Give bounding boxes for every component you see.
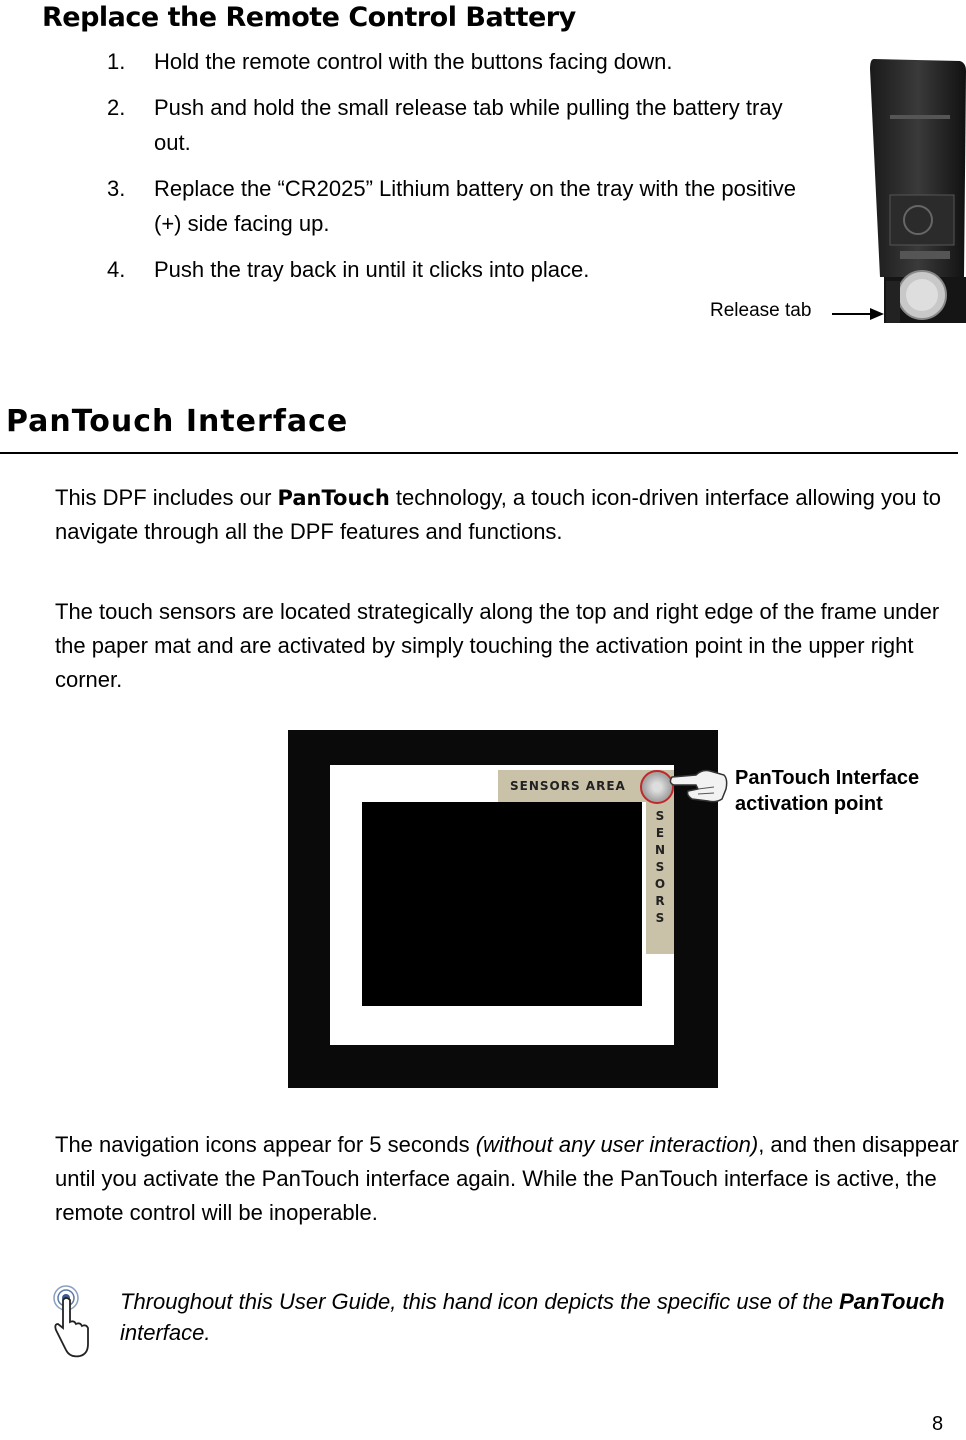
pantouch-note <box>120 1286 960 1348</box>
sensor-letter: E <box>655 826 665 840</box>
nav-italic: (without any user interaction) <box>475 1132 759 1157</box>
sensor-letter: S <box>655 860 665 874</box>
step-text: Hold the remote control with the buttons facing down. <box>154 49 673 74</box>
pantouch-brand: PanTouch <box>277 486 390 510</box>
sensors-vertical-strip <box>646 802 674 954</box>
page-number: 8 <box>932 1413 944 1435</box>
sensor-letter: R <box>655 894 665 908</box>
navigation-paragraph <box>55 1128 960 1230</box>
activation-label-line: PanTouch Interface <box>735 767 920 789</box>
step-text: Replace the “CR2025” Lithium battery on the tray with the positive (+) side facing up. <box>154 176 796 236</box>
section-title-pantouch: PanTouch Interface <box>6 404 349 439</box>
sensors-area-label: SENSORS AREA <box>498 770 674 802</box>
section-divider <box>0 452 958 454</box>
pointing-hand-icon <box>668 765 728 805</box>
nav-text: The navigation icons appear for 5 seconds <box>55 1132 476 1157</box>
release-tab-arrow <box>830 304 886 324</box>
intro-paragraph <box>55 481 945 549</box>
note-text-cont: interface. <box>120 1320 211 1345</box>
step-number: 4. <box>107 257 126 282</box>
section-title-battery: Replace the Remote Control Battery <box>42 2 576 33</box>
activation-point-label <box>735 765 955 817</box>
frame-illustration <box>288 730 718 1088</box>
sensor-letter: O <box>654 877 666 891</box>
pantouch-hand-icon <box>52 1284 92 1360</box>
sensor-letter: S <box>655 911 665 925</box>
step-text: Push the tray back in until it clicks into place. <box>154 257 590 282</box>
step-number: 1. <box>107 49 126 74</box>
sensor-letter: N <box>654 843 666 857</box>
frame-screen <box>362 802 642 1006</box>
activation-label-line: activation point <box>735 793 883 815</box>
note-text: Throughout this User Guide, this hand icon depicts the specific use of the <box>120 1289 840 1314</box>
remote-control-image <box>860 55 966 327</box>
nav-text-cont: , and then disappear until you activate the PanTouch interface again. While the PanTouch interface is active, the remote control will be inoperable. <box>55 1132 959 1225</box>
step-number: 2. <box>107 95 126 120</box>
step-number: 3. <box>107 176 126 201</box>
release-tab-label: Release tab <box>710 300 812 321</box>
note-brand: PanTouch <box>839 1289 945 1314</box>
intro-text-cont: technology, a touch icon-driven interface allowing you to navigate through all the DPF features and functions. <box>55 485 941 544</box>
sensor-letter: S <box>655 809 665 823</box>
intro-text: This DPF includes our <box>55 485 278 510</box>
step-text: Push and hold the small release tab while pulling the battery tray out. <box>154 95 783 155</box>
sensors-paragraph: The touch sensors are located strategically along the top and right edge of the frame under the paper mat and are activated by simply touching the activation point in the upper right corner. <box>55 599 940 692</box>
